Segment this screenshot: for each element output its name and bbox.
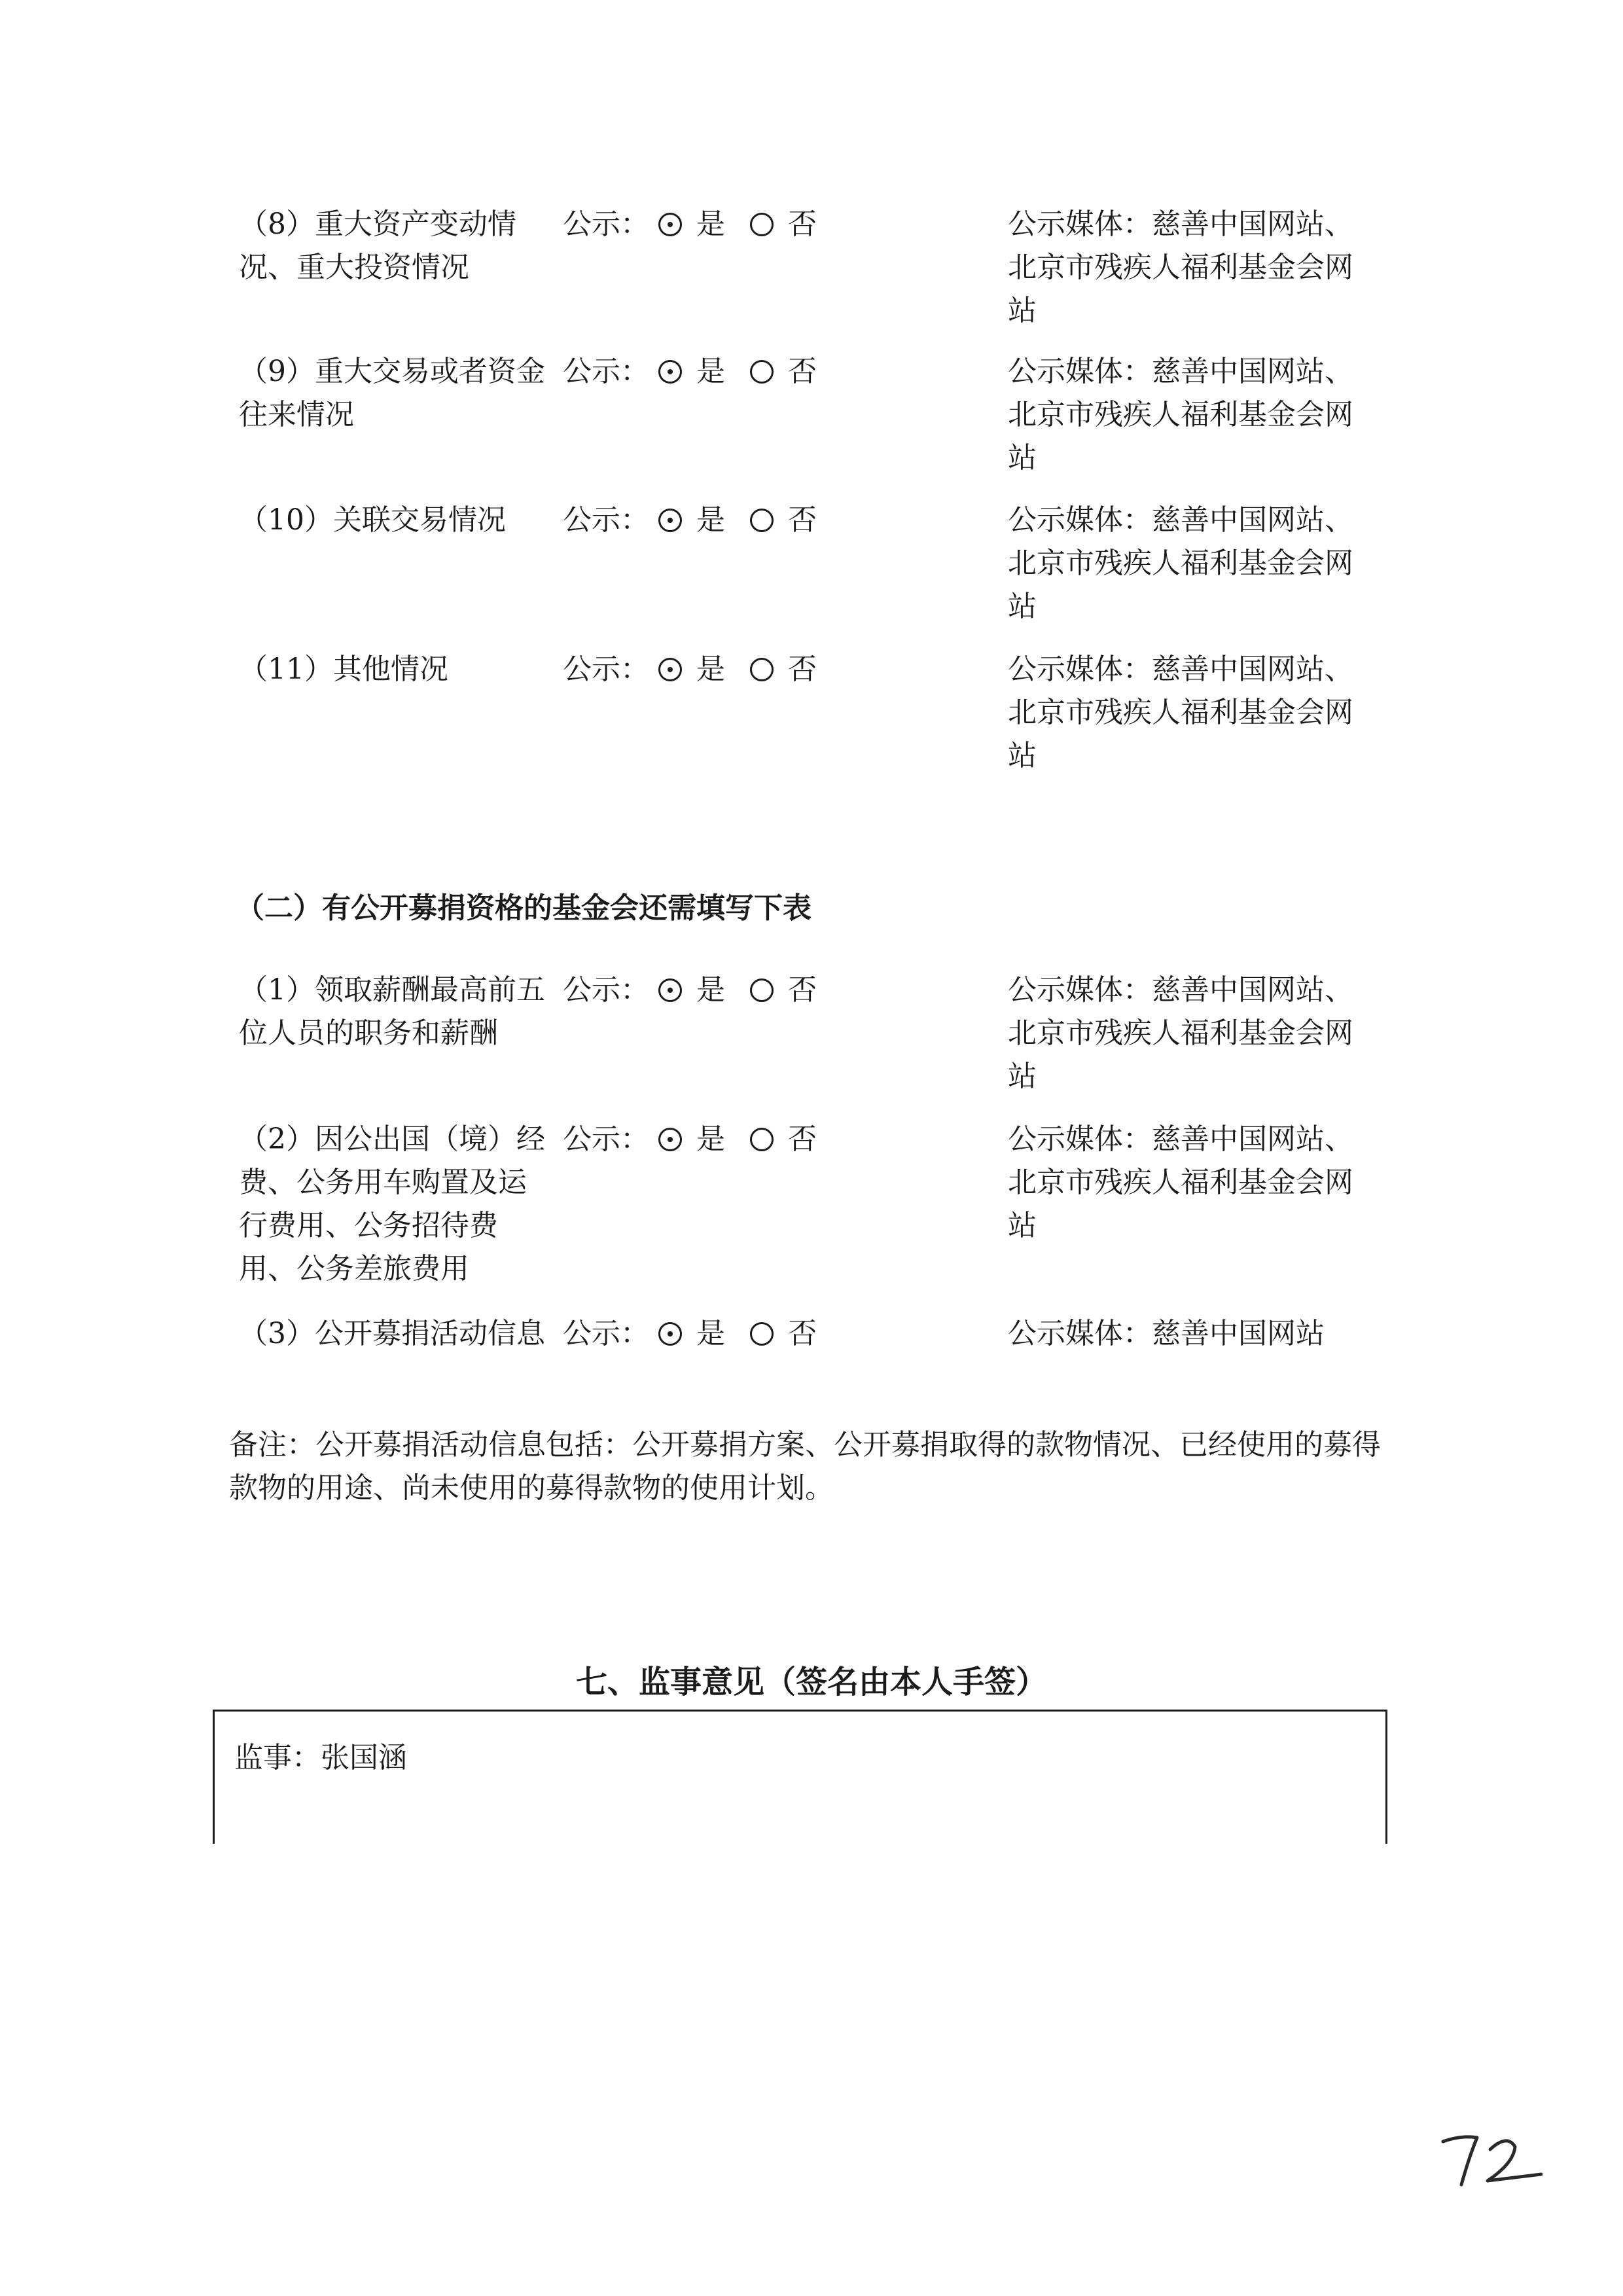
disclose-media: 公示媒体：慈善中国网站、北京市残疾人福利基金会网站 xyxy=(1008,653,1353,772)
disclose-options xyxy=(563,350,817,393)
disclose-prefix: 公示： xyxy=(563,973,649,1007)
item-label: （2）因公出国（境）经费、公务用车购置及运行费用、公务招待费用、公务差旅费用 xyxy=(239,1122,545,1285)
supervisor-opinion-box xyxy=(213,1710,1387,1844)
disclose-options xyxy=(563,203,817,246)
yes-radio-icon[interactable] xyxy=(658,360,682,384)
no-radio-icon[interactable] xyxy=(750,360,774,384)
disclose-options xyxy=(563,1118,817,1161)
yes-label: 是 xyxy=(696,1317,725,1350)
no-radio-icon[interactable] xyxy=(750,1322,774,1346)
disclose-prefix: 公示： xyxy=(563,355,649,388)
no-radio-icon[interactable] xyxy=(750,213,774,236)
supervisor-name: 监事：张国涵 xyxy=(234,1741,407,1774)
disclose-media: 公示媒体：慈善中国网站、北京市残疾人福利基金会网站 xyxy=(1008,355,1353,475)
yes-label: 是 xyxy=(696,503,725,537)
yes-label: 是 xyxy=(696,973,725,1007)
yes-radio-icon[interactable] xyxy=(658,509,682,532)
yes-radio-icon[interactable] xyxy=(658,213,682,236)
no-label: 否 xyxy=(788,503,817,537)
disclose-media: 公示媒体：慈善中国网站、北京市残疾人福利基金会网站 xyxy=(1008,207,1353,327)
disclose-media: 公示媒体：慈善中国网站、北京市残疾人福利基金会网站 xyxy=(1008,1122,1353,1242)
disclose-media: 公示媒体：慈善中国网站、北京市残疾人福利基金会网站 xyxy=(1008,973,1353,1093)
disclose-prefix: 公示： xyxy=(563,1122,649,1156)
item-label: （3）公开募捐活动信息 xyxy=(239,1317,545,1350)
no-label: 否 xyxy=(788,653,817,686)
yes-radio-icon[interactable] xyxy=(658,1322,682,1346)
no-label: 否 xyxy=(788,355,817,388)
disclose-options xyxy=(563,648,817,691)
disclose-prefix: 公示： xyxy=(563,1317,649,1350)
section-7-title: 七、监事意见（签名由本人手签） xyxy=(575,1664,1047,1700)
disclose-prefix: 公示： xyxy=(563,207,649,241)
no-radio-icon[interactable] xyxy=(750,658,774,681)
handwritten-page-number-icon xyxy=(1436,2127,1548,2193)
disclose-options xyxy=(563,969,817,1012)
yes-radio-icon[interactable] xyxy=(658,1128,682,1151)
item-label: （9）重大交易或者资金往来情况 xyxy=(239,355,545,431)
disclose-options xyxy=(563,1312,817,1355)
yes-label: 是 xyxy=(696,355,725,388)
disclose-options xyxy=(563,499,817,542)
remark-note: 备注：公开募捐活动信息包括：公开募捐方案、公开募捐取得的款物情况、已经使用的募得款物的用途、尚未使用的募得款物的使用计划。 xyxy=(229,1428,1381,1505)
yes-label: 是 xyxy=(696,653,725,686)
disclose-media: 公示媒体：慈善中国网站、北京市残疾人福利基金会网站 xyxy=(1008,503,1353,623)
no-radio-icon[interactable] xyxy=(750,509,774,532)
item-label: （8）重大资产变动情况、重大投资情况 xyxy=(239,207,516,284)
item-label: （11）其他情况 xyxy=(239,653,448,686)
no-label: 否 xyxy=(788,973,817,1007)
section-2-title: （二）有公开募捐资格的基金会还需填写下表 xyxy=(236,891,812,925)
no-label: 否 xyxy=(788,1317,817,1350)
no-radio-icon[interactable] xyxy=(750,1128,774,1151)
yes-radio-icon[interactable] xyxy=(658,658,682,681)
yes-label: 是 xyxy=(696,207,725,241)
disclose-prefix: 公示： xyxy=(563,503,649,537)
item-label: （10）关联交易情况 xyxy=(239,503,506,537)
disclose-media: 公示媒体：慈善中国网站 xyxy=(1008,1317,1325,1350)
yes-radio-icon[interactable] xyxy=(658,978,682,1002)
yes-label: 是 xyxy=(696,1122,725,1156)
no-label: 否 xyxy=(788,207,817,241)
no-label: 否 xyxy=(788,1122,817,1156)
no-radio-icon[interactable] xyxy=(750,978,774,1002)
item-label: （1）领取薪酬最高前五位人员的职务和薪酬 xyxy=(239,973,545,1050)
disclose-prefix: 公示： xyxy=(563,653,649,686)
